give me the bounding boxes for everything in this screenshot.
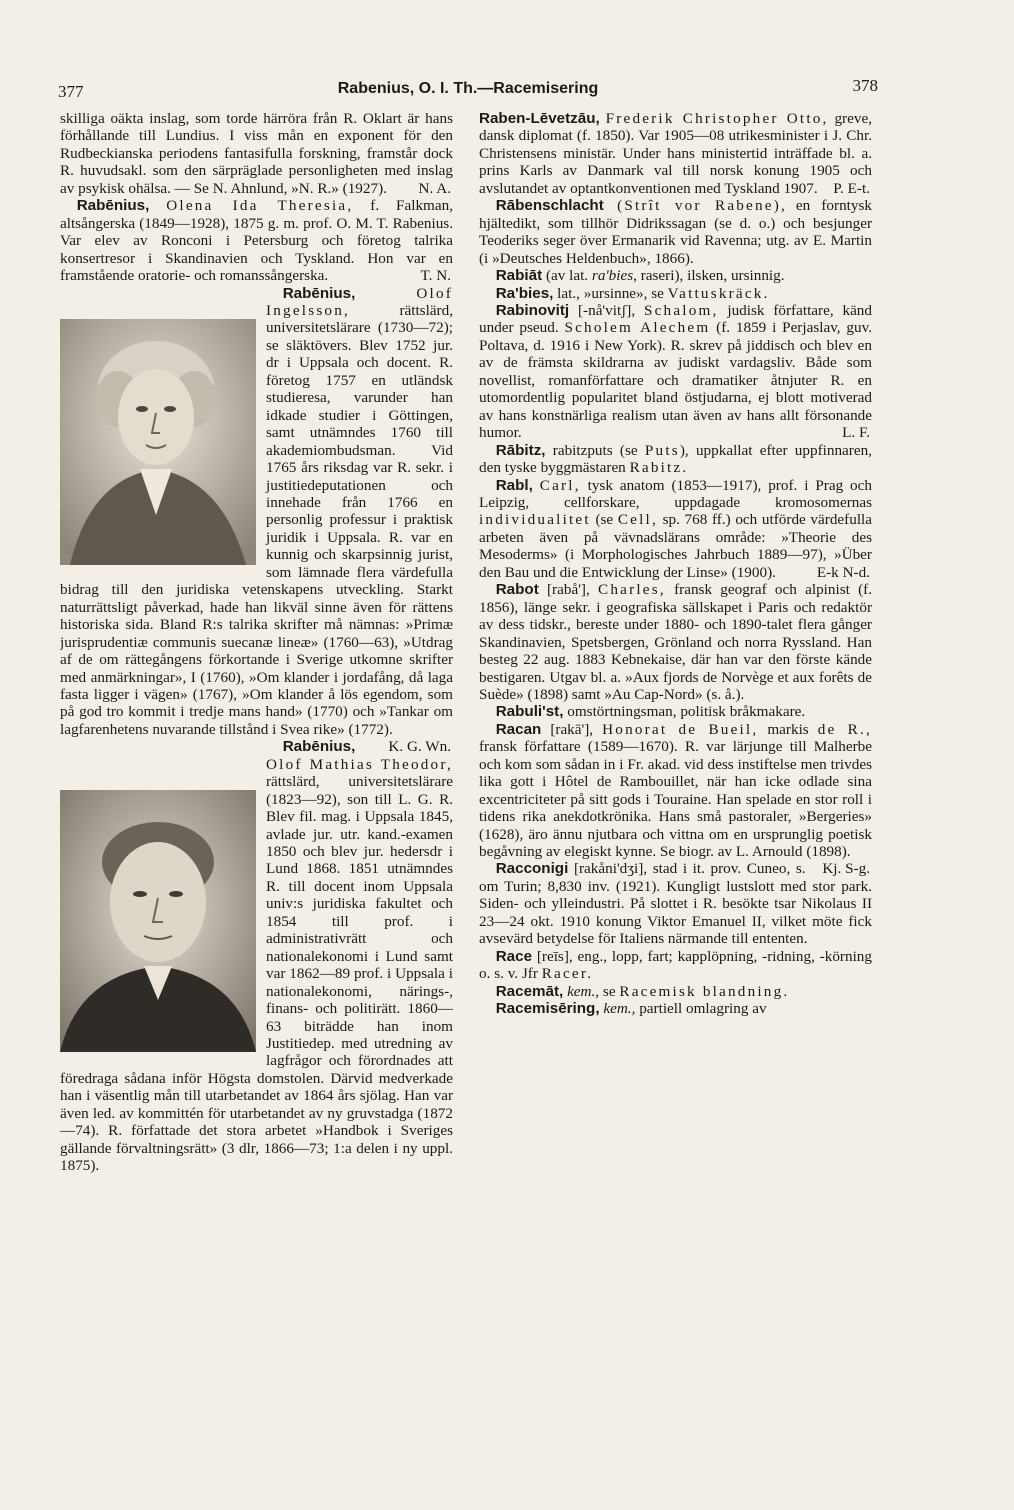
portrait-olof-mathias-theodor	[60, 790, 256, 1052]
entry-rabitz	[479, 442, 872, 477]
entry-rabulist	[479, 703, 872, 720]
intro-text: skilliga oäkta inslag, som torde härröra från R. Oklart är hans förhållande till Lundius. I viss mån en exponent för den Rudbeckianska periodens fantasifulla forskning, framstår dock R. huvudsakl. som den särpräglade personligheten med inslag av psykisk ohälsa. — Se N. Ahnlund, »N. R.» (1927).	[60, 110, 453, 197]
entry-rabl	[479, 477, 872, 582]
left-column	[60, 110, 453, 1410]
headword: Rabēnius,	[282, 738, 356, 756]
headword: Rabēnius,	[282, 284, 356, 302]
entry-italic: kem.,	[603, 1000, 636, 1018]
intro-paragraph	[60, 110, 453, 197]
headword: Racan	[495, 720, 542, 738]
entry-rabot	[479, 581, 872, 703]
entry-text: sp. 768 ff.) och utförde värdefulla arbeten även på vävnadslärans område: »Theorie des Mesoderms» (i Morphologisches Jahrbuch 1889—97), »Über den Bau und die Entwicklung der Linse» (1900).	[479, 511, 872, 581]
headword: Race	[495, 947, 533, 965]
headword: Racemāt,	[495, 982, 564, 1000]
entry-text: (f. 1859 i Perjaslav, guv. Poltava, d. 1916 i New York). R. skrev på jiddisch och blev en av de främsta skildrarna av judiskt vardagsliv. Både som novellist, romanförfattare och dramatiker åtnjuter R. en utomordentlig popularitet bland östjudarna, ej blott motiverad av hans konstnärliga realism utan även av hans allt försonande humor.	[479, 319, 872, 442]
entry-text: [rakåni'dʒi], stad i it. prov. Cuneo, s. om Turin; 8,830 inv. (1921). Kungligt lustslott med stor park. Siden- och ylleindustri. På slottet i R. besökte tsar Nikolaus II 23—24 okt. 1910 konung Viktor Emanuel II, vilket möte fick avsevärd betydelse för Italiens närmande till ententen.	[479, 860, 872, 948]
entry-text: tysk anatom (1853—1917), prof. i Prag och Leipzig, cellforskare, uppdagade kromosomernas	[479, 476, 872, 511]
entry-gloss: [-nå'vitʃ],	[569, 301, 644, 319]
person-name: Charles,	[598, 581, 666, 599]
cross-reference: Racemisk blandning.	[619, 982, 790, 1000]
entry-text: greve, dansk diplomat (f. 1850). Var 1905—08 utrikesminister i J. Chr. Christensens ministär. Under hans ministertid inträffade bl. a. prins Karls av Danmark val till norsk konung 1905 och avslutandet av optantkonventionen med Tyskland 1907.	[479, 110, 872, 197]
signature: E-k N-d.	[816, 563, 870, 581]
entry-gloss: [rabå'],	[538, 581, 599, 599]
entry-text: judisk författare, känd under pseud.	[479, 301, 872, 337]
entry-rabinovitj	[479, 302, 872, 442]
person-name: Frederik Christopher Otto,	[605, 110, 829, 127]
entry-olof-mathias-theodor	[60, 738, 453, 1174]
cross-reference: Vattuskräck.	[667, 284, 770, 302]
headword: Rābitz,	[495, 441, 546, 459]
cross-reference: Cell,	[617, 511, 658, 529]
entry-text: , en forntysk hjältedikt, som tillhör Didrikssagan (se d. o.) och besjunger Teoderiks seger över Ermanarik vid Ravenna; utg. av E. Martin (i »Deutsches Heldenbuch», 1866).	[479, 197, 872, 267]
headword: Rabinovitj	[495, 301, 570, 319]
entry-text: lat., »ursinne», se	[553, 284, 668, 302]
headword: Rabēnius,	[76, 197, 150, 215]
headword: Raben-Lēvetzāu,	[479, 110, 600, 127]
entry-rabies	[479, 285, 872, 302]
running-head: Rabenius, O. I. Th.—Racemisering	[337, 80, 599, 97]
page-number-left: 377	[58, 82, 84, 101]
headword: Ra'bies,	[495, 284, 554, 302]
entry-text: [reīs], eng., lopp, fart; kapplöpning, -ridning, -körning o. s. v. Jfr	[479, 947, 872, 983]
entry-text: fransk geograf och alpinist (f. 1856), länge sekr. i geografiska sällskapet i Paris och redaktör av dess tidskr., bereste under 1880- och 1890-talet flera gånger Skandinavien, Spetsbergen, Grönland och norra Ryssland. Han besteg 22 aug. 1883 Kebnekaise, där han var den förste kände bestigaren. Utgav bl. a. »Aux fjords de Norvège et aux forêts de Suède» (1898) samt »Au Cap-Nord» (s. å.).	[479, 581, 872, 703]
headword: Rabuli'st,	[495, 703, 564, 721]
headword: Rābenschlacht	[495, 197, 604, 215]
entry-race	[479, 948, 872, 983]
emphasis: individualitet	[479, 511, 591, 529]
cross-reference: Racer.	[541, 965, 594, 983]
entry-rabenschlacht	[479, 197, 872, 267]
signature: L. F.	[842, 424, 870, 442]
portrait-olof-ingelsson	[60, 319, 256, 565]
entry-italic: kem.,	[567, 982, 600, 1000]
signature: Kj. S-g.	[822, 860, 870, 878]
entry-text: se	[599, 982, 620, 1000]
title-name: de R.,	[817, 720, 872, 738]
person-name: Honorat de Bueil,	[602, 720, 759, 738]
entry-racemisering	[479, 1000, 872, 1017]
entry-italic: ra'bies	[591, 267, 634, 285]
person-name: Schalom,	[643, 301, 719, 319]
person-name: Olof Mathias Theodor,	[266, 755, 453, 773]
entry-gloss: [rakā'],	[541, 720, 603, 738]
headword: Rabl,	[495, 476, 533, 494]
person-name: Olena Ida Theresia,	[166, 197, 354, 215]
entry-rabiat	[479, 267, 872, 284]
entry-text: rättslärd, universitetslärare (1823—92), son till L. G. R. Blev fil. mag. i Uppsala 1845, avlade jur. utr. kand.-examen 1850 och blev jur. hedersdr i Lund 1868. 1851 utnämndes R. till docent inom Uppsala univ:s juridiska fakultet och 1854 till prof. i administrativrätt och nationalekonomi i Lund samt var 1862—89 prof. i Uppsala i nationalekonomi, närings-, finans- och politirätt. 1860—63 biträdde han inom Justitiedep. med utredning av lagfrågor och förordnades att föredraga sådana inför Högsta domstolen. Därvid medverkade han i väsentlig mån till utarbetandet av 1864 års sjölag. Han var även led. av kommittén för utarbetandet av ny gruvstadga (1872—74). R. författade det stora arbetet »Handbok i Sveriges gällande förvaltningsrätt» (3 dlr, 1866—73; 1:a delen i ny uppl. 1875).	[60, 773, 453, 1175]
entry-text: fransk författare (1589—1670). R. var lärjunge till Malherbe och kom som sådan in i Fr. akad. vid dess instiftelse men trivdes lika gott i Hôtel de Rambouillet, när han icke odlade sina excentriciteter på sitt gods i Touraine. Han spelade en stor roll i tidens rika anekdotkrönika. Hans små pastoraler, »Bergeries» (1628), äro ännu njutbara och vittna om en ursprunglig poetisk begåvning av elegiskt kynne. Se biogr. av L. Arnould (1898).	[479, 738, 872, 861]
entry-olof-ingelsson	[60, 284, 453, 756]
entry-raben-levetzau	[479, 110, 872, 197]
entry-text: markis	[758, 720, 818, 738]
entry-text: (se	[590, 511, 618, 529]
pseudonym: Scholem Alechem	[564, 319, 711, 337]
entry-olena	[60, 197, 453, 284]
entry-gloss: (av lat.	[542, 267, 592, 285]
headword: Rabot	[495, 581, 539, 599]
cross-reference: Rabitz.	[629, 459, 689, 477]
entry-text: , raseri), ilsken, ursinnig.	[633, 267, 785, 285]
entry-text: partiell omlagring av	[635, 1000, 767, 1018]
headword: Racconigi	[495, 860, 569, 878]
signature: P. E-t.	[833, 179, 870, 197]
right-column	[479, 110, 872, 1410]
entry-racemat	[479, 983, 872, 1000]
entry-text: rättslärd, universitetslärare (1730—72); se släktövers. Blev 1752 jur. dr i Uppsala och docent. R. företog 1757 en utländsk studieresa, varunder han idkade studier i Göttingen, samt utnämndes 1760 till akademiombudsman. Vid 1765 års riksdag var R. sekr. i justitiedeputationen och innehade från 1766 en personlig professur i praktisk juridik i Uppsala. R. var en kunnig och skarpsinnig jurist, som lämnade flera värdefulla bidrag till den juridiska vetenskapens utveckling. Starkt naturrättsligt påverkad, hade han likväl sinne även för rättens historiska sida. Bland R:s talrika skrifter må nämnas: »Primæ jurisprudentiæ communis suecanæ lineæ» (1760—63), »Utdrag af de om rättegångens förkortande i Sverige utkomne skrifter med anmärkningar», I (1760), »Om klander i jordafång, då laga fasta ligger i vägen» (1767), »Om klander å lös egendom, som på god tro kommit i tredje mans hand» (1770) och »Tankar om lagfarenhetens nuvarande tillstånd i Svea rike» (1772).	[60, 301, 453, 738]
page-header	[58, 74, 878, 104]
page-number-right: 378	[852, 76, 878, 95]
entry-text: ), uppkallat efter uppfinnaren, den tyske byggmästaren	[479, 441, 872, 477]
entry-gloss: (Strît vor Rabene)	[603, 197, 781, 215]
headword: Rabiāt	[495, 267, 543, 285]
signature: T. N.	[420, 267, 451, 285]
entry-text: rabitzputs (se	[545, 441, 645, 459]
signature: K. G. Wn.	[388, 738, 451, 756]
headword: Racemisēring,	[495, 1000, 600, 1018]
entry-text: omstörtningsman, politisk bråkmakare.	[563, 703, 806, 721]
person-name: Carl,	[539, 476, 581, 494]
cross-reference: Puts	[644, 441, 680, 459]
entry-text: f. Falkman, altsångerska (1849—1928), 1875 g. m. prof. O. M. T. Rabenius. Var elev av Ronconi i Petersburg och företog talrika konsertresor i Skandinavien och Tyskland. Hon var en framstående oratorie- och romanssångerska.	[60, 197, 453, 285]
signature: N. A.	[418, 179, 451, 197]
person-name: Olof Ingelsson,	[266, 284, 453, 319]
